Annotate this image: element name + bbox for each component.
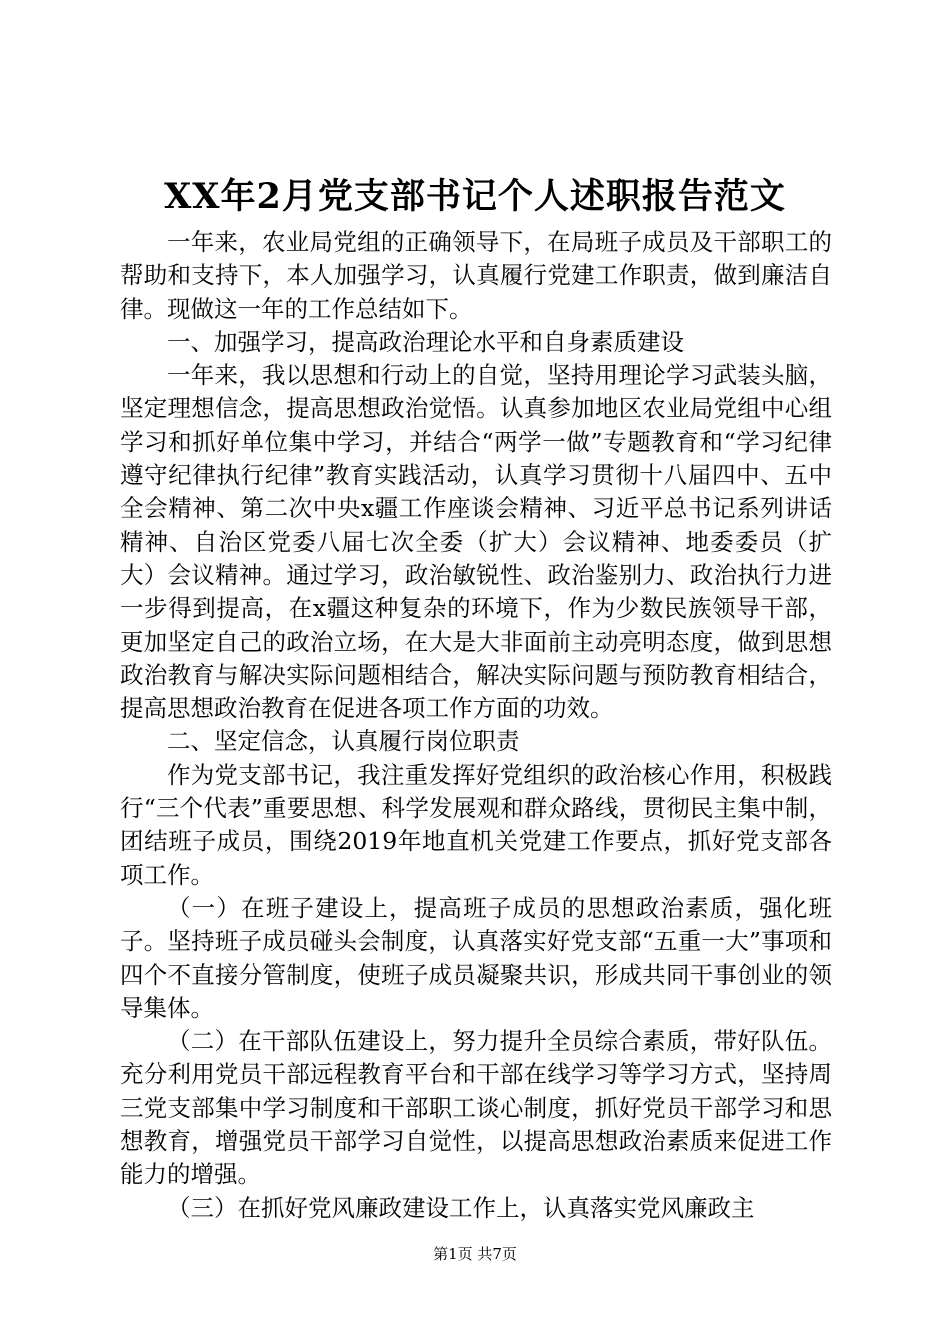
subsection-3-paragraph: （三）在抓好党风廉政建设工作上，认真落实党风廉政主 <box>167 1193 755 1222</box>
intro-paragraph: 一年来，农业局党组的正确领导下，在局班子成员及干部职工的帮助和支持下，本人加强学习，认真履行党建工作职责，做到廉洁自律。现做这一年的工作总结如下。 <box>120 228 832 323</box>
document-body <box>120 226 832 1225</box>
section-1-paragraph: 一年来，我以思想和行动上的自觉，坚持用理论学习武装头脑，坚定理想信念，提高思想政治觉悟。认真参加地区农业局党组中心组学习和抓好单位集中学习，并结合“两学一做”专题教育和“学习纪律遵守纪律执行纪律”教育实践活动，认真学习贯彻十八届四中、五中全会精神、第二次中央x疆工作座谈会精神、习近平总书记系列讲话精神、自治区党委八届七次全委（扩大）会议精神、地委委员（扩大）会议精神。通过学习，政治敏锐性、政治鉴别力、政治执行力进一步得到提高，在x疆这种复杂的环境下，作为少数民族领导干部，更加坚定自己的政治立场，在大是大非面前主动亮明态度，做到思想政治教育与解决实际问题相结合，解决实际问题与预防教育相结合，提高思想政治教育在促进各项工作方面的功效。 <box>120 361 832 723</box>
section-heading-1: 一、加强学习，提高政治理论水平和自身素质建设 <box>167 327 684 356</box>
subsection-2-paragraph: （二）在干部队伍建设上，努力提升全员综合素质，带好队伍。充分利用党员干部远程教育平台和干部在线学习等学习方式，坚持周三党支部集中学习制度和干部职工谈心制度，抓好党员干部学习和思想教育，增强党员干部学习自觉性，以提高思想政治素质来促进工作能力的增强。 <box>120 1027 832 1189</box>
subsection-1-paragraph: （一）在班子建设上，提高班子成员的思想政治素质，强化班子。坚持班子成员碰头会制度，认真落实好党支部“五重一大”事项和四个不直接分管制度，使班子成员凝聚共识，形成共同干事创业的领导集体。 <box>120 893 832 1022</box>
page-number-footer: 第1页 共7页 <box>433 1245 517 1263</box>
section-heading-2: 二、坚定信念，认真履行岗位职责 <box>167 727 520 756</box>
section-2-paragraph: 作为党支部书记，我注重发挥好党组织的政治核心作用，积极践行“三个代表”重要思想、科学发展观和群众路线，贯彻民主集中制，团结班子成员，围绕2019年地直机关党建工作要点，抓好党支部各项工作。 <box>120 760 832 889</box>
document-title: XX年2月党支部书记个人述职报告范文 <box>164 176 786 217</box>
